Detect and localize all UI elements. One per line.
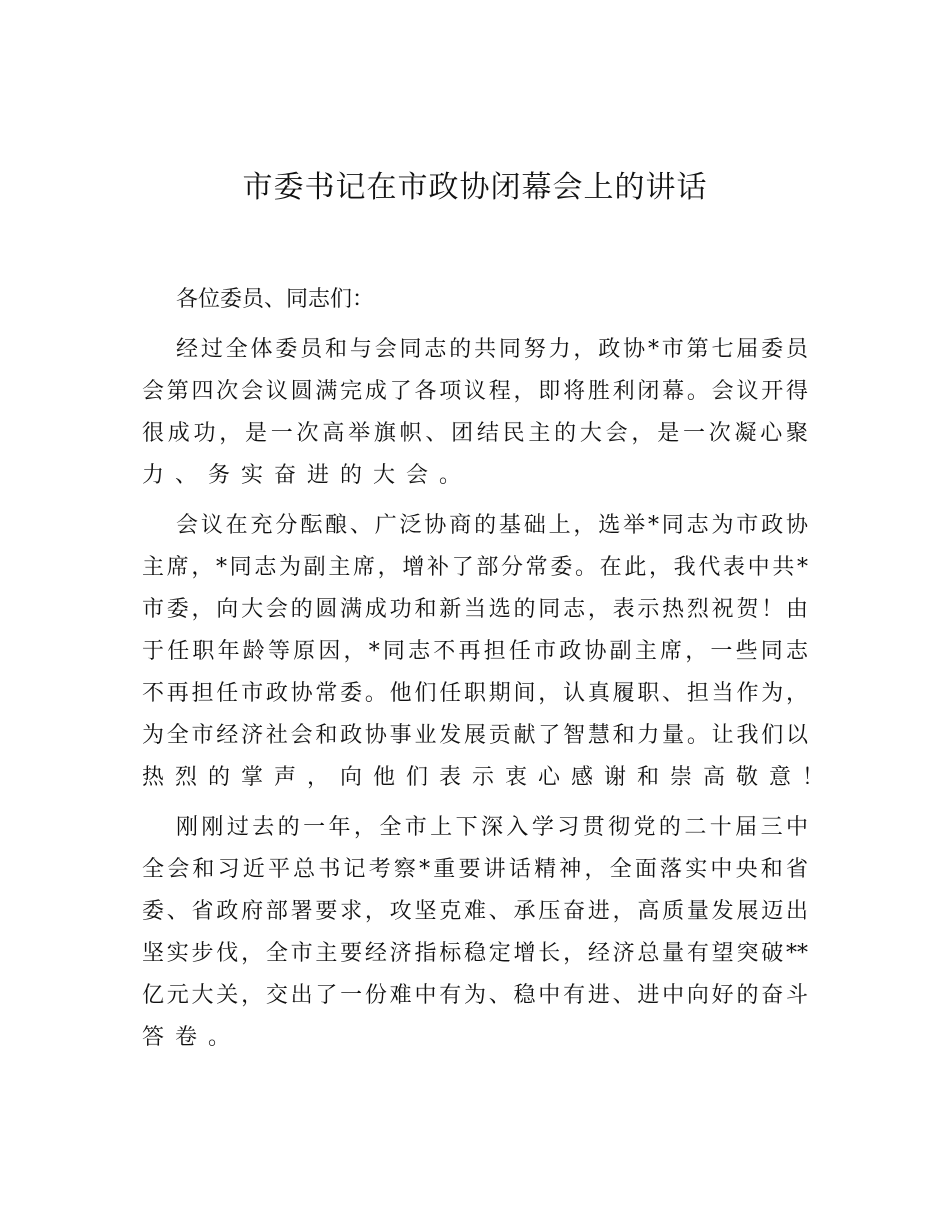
paragraph-line: 答卷。	[142, 1025, 242, 1050]
paragraph-line: 刚刚过去的一年，全市上下深入学习贯彻党的二十届三中	[176, 815, 808, 840]
paragraph-line: 全会和习近平总书记考察*重要讲话精神，全面落实中央和省	[142, 857, 808, 882]
paragraph-line: 会第四次会议圆满完成了各项议程，即将胜利闭幕。会议开得	[142, 379, 808, 404]
paragraph-line: 很成功，是一次高举旗帜、团结民主的大会，是一次凝心聚	[142, 421, 808, 446]
paragraph-line: 亿元大关，交出了一份难中有为、稳中有进、进中向好的奋斗	[142, 983, 808, 1008]
paragraph-line: 会议在充分酝酿、广泛协商的基础上，选举*同志为市政协	[176, 513, 808, 538]
paragraph	[142, 329, 808, 497]
paragraph-line: 于任职年龄等原因，*同志不再担任市政协副主席，一些同志	[142, 639, 808, 664]
paragraph-line: 委、省政府部署要求，攻坚克难、承压奋进，高质量发展迈出	[142, 899, 808, 924]
document-body	[142, 279, 836, 1067]
paragraph-line: 为全市经济社会和政协事业发展贡献了智慧和力量。让我们以	[142, 723, 808, 748]
paragraph	[142, 505, 836, 799]
document-title: 市委书记在市政协闭幕会上的讲话	[242, 170, 708, 205]
paragraph-line: 经过全体委员和与会同志的共同努力，政协*市第七届委员	[176, 337, 808, 362]
paragraph	[142, 807, 808, 1059]
paragraph-line: 不再担任市政协常委。他们任职期间，认真履职、担当作为，	[142, 681, 808, 706]
salutation: 各位委员、同志们：	[176, 287, 375, 312]
paragraph-line: 热烈的掌声，向他们表示衷心感谢和崇高敬意！	[142, 765, 836, 790]
paragraphs	[142, 329, 836, 1059]
paragraph-line: 主席，*同志为副主席，增补了部分常委。在此，我代表中共*	[142, 555, 808, 580]
paragraph-line: 市委，向大会的圆满成功和新当选的同志，表示热烈祝贺！由	[142, 597, 808, 622]
paragraph-line: 力、务实奋进的大会。	[142, 463, 473, 488]
paragraph-line: 坚实步伐，全市主要经济指标稳定增长，经济总量有望突破**	[142, 941, 808, 966]
